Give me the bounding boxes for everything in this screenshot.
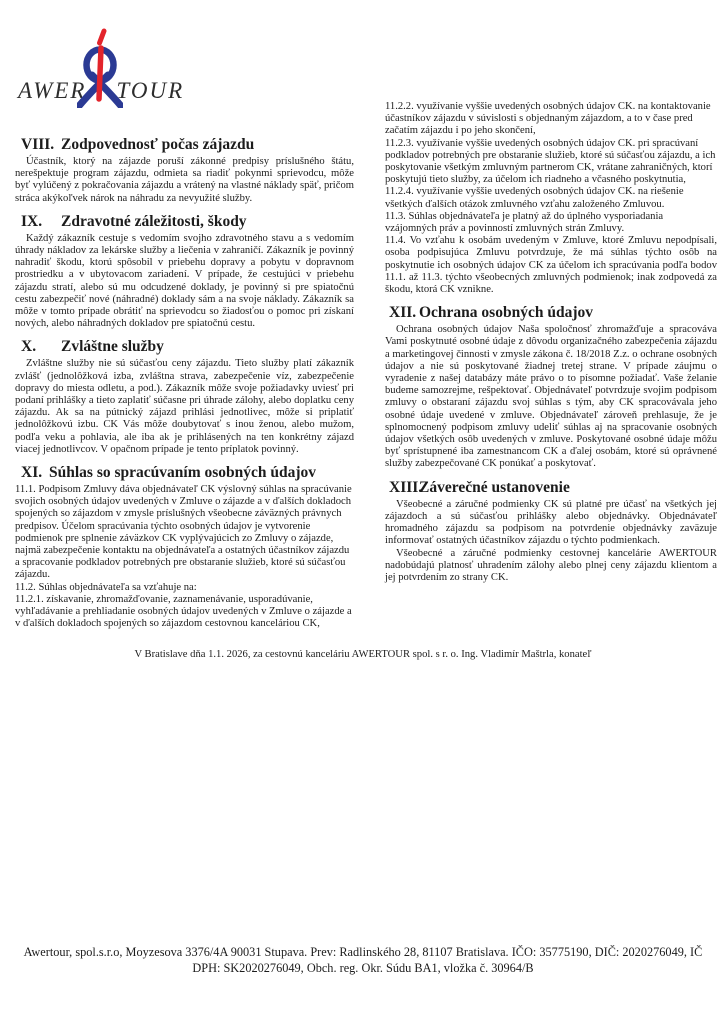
section-heading-viii (15, 136, 354, 153)
section-number: XII. (389, 304, 417, 322)
section-title: Zvláštne služby (61, 338, 164, 356)
section-number: X. (21, 338, 37, 356)
paragraph-x-1: Zvláštne služby nie sú súčasťou ceny zájazdu. Tieto služby platí zákazník zvlášť (jednolôžková izba, zvláštna strava, zabezpečenie víz, zabezpečenie dopravy do miesta odletu, a pod.). Zákazník môže svoje požiadavky uviesť pri podaní prihlášky a tieto zaplatiť súčasne pri úhrade zálohy, alebo doplatku ceny zájazdu. Ak sa na pútnický zájazd prihlási jednotlivec, môže si priplatiť jednolôžkovú izbu. CK Vás môže doubytovať s inou ženou, alebo mužom, podľa veku a pohlavia, ale iba ak je prihlásených na ten konkrétny zájazd viacej jednotlivcov. V opačnom prípade je tento príplatok povinný. (15, 358, 354, 455)
section-title: Zodpovednosť počas zájazdu (61, 136, 255, 153)
logo-word-tour: TOUR (116, 78, 185, 103)
section-title: Ochrana osobných údajov (419, 304, 593, 322)
section-number: IX. (21, 212, 43, 230)
section-heading-ix (15, 213, 354, 230)
section-number: XIII. (389, 478, 423, 496)
footer-line-2: DPH: SK2020276049, Obch. reg. Okr. Súdu BA1, vložka č. 30964/B (192, 960, 534, 975)
paragraph-viii-1: Účastník, ktorý na zájazde poruší zákonné predpisy príslušného štátu, nerešpektuje program zájazdu, odmieta sa riadiť pokynmi sprievodcu, môže byť vylúčený z pokračovania zájazdu a vrátený na vlastné náklady späť, pričom stráca akýkoľvek nárok na náhradu za nevyužité služby. (15, 156, 354, 204)
section-title: Zdravotné záležitosti, škody (61, 212, 247, 230)
paragraph-11-2-3: 11.2.3. využívanie vyššie uvedených osobných údajov CK. pri spracúvaní podkladov potrebných pre obstaranie služieb, ktoré sú súčasťou zájazdu, a ich poskytovanie všetkým zmluvným partnerom CK, vrátane zahraničných, ktorí poskytujú tieto služby, za účelom ich riadneho a včasného poskytnutia, (385, 137, 716, 186)
section-heading-x (15, 338, 354, 355)
section-heading-xi (15, 464, 354, 481)
column-left (15, 136, 354, 631)
paragraph-11-4: 11.4. Vo vzťahu k osobám uvedeným v Zmluve, ktoré Zmluvu nepodpísali, osoba podpisujúca Zmluvu potvrdzuje, že má súhlas týchto osôb na poskytnutie ich osobných údajov CK za účelom ich spracúvania podľa bodov 11.1. až 11.3. týchto všeobecných zmluvných podmienok; inak zodpovedá za škodu, ktorá CK vznikne. (385, 235, 717, 296)
section-number: VIII. (21, 136, 55, 153)
signature-line: V Bratislave dňa 1.1. 2026, za cestovnú kanceláriu AWERTOUR spol. s r. o. Ing. Vladimír Maštrla, konateľ (134, 649, 592, 660)
paragraph-ix-1: Každý zákazník cestuje s vedomím svojho zdravotného stavu a s vedomím úhrady nákladov za lekárske služby a liečenia v zahraničí. Zákazník je povinný nahradiť škodu, ktorú spôsobil v priebehu dopravy a pobytu v dopravnom prostriedku a v ubytovacom zariadení. V prípade, že cestujúci v priebehu zájazdu stratí, alebo sú mu odcudzené doklady, je povinný si pre spiatočnú cestu zabezpečiť nové (náhradné) doklady sám a na svoje náklady. Zákazník sa môže v tomto prípade obrátiť na sprievodcu so žiadosťou o pomoc pri získaní nových, alebo náhradných dokladov pre spiatočnú cestu. (15, 232, 354, 330)
paragraph-11-2-1: 11.2.1. získavanie, zhromažďovanie, zaznamenávanie, usporadúvanie, vyhľadávanie a prehliadanie osobných údajov uvedených v Zmluve o zájazde a v ďalších dokladoch spojených so zájazdom cestovnou kanceláriou CK, (15, 593, 352, 630)
paragraph-11-2-4: 11.2.4. využívanie vyššie uvedených osobných údajov CK. na riešenie všetkých ďalších otázok zmluvného vzťahu založeného Zmluvou. (385, 186, 684, 210)
section-number: XI. (21, 464, 43, 482)
paragraph-11-2: 11.2. Súhlas objednávateľa sa vzťahuje na: (15, 581, 197, 593)
paragraph-xiii-1: Všeobecné a záručné podmienky CK sú platné pre účasť na všetkých jej zájazdoch a sú súčasťou prihlášky alebo objednávky. Objednávateľ hromadného zájazdu sa podpisom na potvrdenie objednávky zaväzuje informovať ostatných účastníkov zájazdu o týchto podmienkach. (385, 498, 717, 547)
paragraph-11-3: 11.3. Súhlas objednávateľa je platný až do úplného vysporiadania vzájomných práv a povinností zmluvných strán Zmluvy. (385, 210, 664, 235)
paragraph-xiii-2: Všeobecné a záručné podmienky cestovnej kancelárie AWERTOUR nadobúdajú platnosť uhradením zálohy alebo plnej ceny zájazdu klientom a jej potvrdením zo strany CK. (385, 547, 717, 583)
paragraph-xii-1: Ochrana osobných údajov Naša spoločnosť zhromažďuje a spracováva Vami poskytnuté osobné údaje z dôvodu organizačného zabezpečenia zájazdu a marketingovej činnosti v zmysle zákona č. 18/2018 Z.z. o ochrane osobných údajov a nie sú poskytované žiadnej tretej strane. V prípade záujmu o vyradenie z našej databázy máte právo o to písomne požiadať. Vaše želanie budeme samozrejme, rešpektovať. Objednávateľ potvrdzuje svojim podpisom zmluvy o obstaraní zájazdu svoj súhlas s tým, aby CK spracovávala jeho osobné údaje uvedené v zmluve. Objednávateľ zároveň prehlasuje, že je splnomocnený podpisom zmluvy udeliť súhlas aj na spracovanie osobných údajov všetkých osôb uvedených v zmluve. Poskytované osobné údaje môžu byť sprístupnené iba zamestnancom CK a ďalej osobám, ktoré sú oprávnené služby zabezpečované CK ponúkať a poskytovať. (385, 324, 717, 470)
paragraph-11-1: 11.1. Podpisom Zmluvy dáva objednávateľ CK výslovný súhlas na spracúvanie svojich osobných údajov uvedených v Zmluve o zájazde a v ďalších dokladoch spojených so zájazdom v zmysle príslušných všeobecne záväzných právnych predpisov. Účelom spracúvania týchto osobných údajov je vytvorenie podmienok pre splnenie záväzkov CK vyplývajúcich zo Zmluvy o zájazde, najmä zabezpečenie kontaktu na objednávateľa a ostatných účastníkov zájazdu a spracovanie podkladov potrebných pre obstaranie služieb, ktoré sú súčasťou zájazdu. (15, 484, 352, 581)
section-title: Záverečné ustanovenie (419, 478, 570, 496)
section-heading-xii (385, 304, 717, 321)
column-right (385, 101, 717, 584)
section-title: Súhlas so spracúvaním osobných údajov (49, 464, 317, 482)
company-footer (8, 945, 718, 976)
awertour-logo (18, 28, 184, 108)
footer-line-1: Awertour, spol.s.r.o, Moyzesova 3376/4A 90031 Stupava. Prev: Radlinského 28, 81107 Bratislava. IČO: 35775190, DIČ: 2020276049, IČ (23, 945, 703, 959)
logo-word-awer: AWER (18, 78, 87, 103)
section-heading-xiii (385, 479, 717, 496)
paragraph-11-2-2: 11.2.2. využívanie vyššie uvedených osobných údajov CK. na kontaktovanie účastníkov zájazdu v súvislosti s objednaným zájazdom, a to v čase pred začatím zájazdu i po jeho skončení, (385, 101, 711, 137)
